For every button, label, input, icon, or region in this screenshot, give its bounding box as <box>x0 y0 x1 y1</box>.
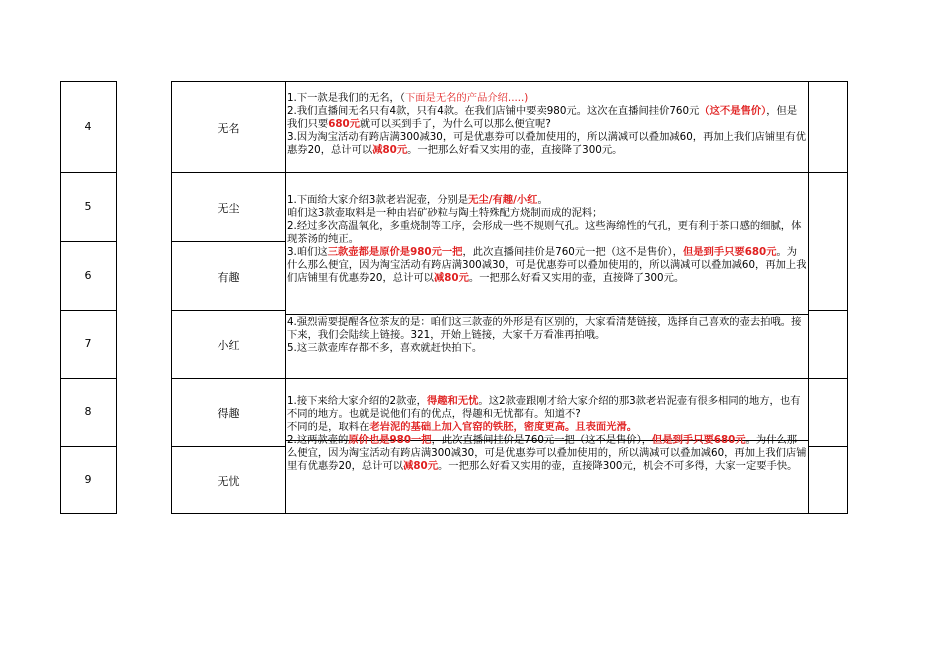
script-line: 咱们这3款壶取料是一种由岩矿砂粒与陶土特殊配方烧制而成的泥料； <box>287 207 603 219</box>
text: ，但是我们只要 <box>287 105 798 130</box>
text: 。一把那么好看又实用的壶，直接降300元，机会不可多得，大家一定要手快。 <box>438 460 798 472</box>
row-divider <box>60 378 117 379</box>
script-line: 5.这三款壶库存都不多，喜欢就赶快拍下。 <box>287 342 483 354</box>
column-divider <box>808 81 809 514</box>
text: 3.因为淘宝活动有跨店满300减30，可是优惠券可以叠加使用的，所以满减可以叠加减60，再加上我们店铺里有优惠券20，总计可以 <box>287 131 807 156</box>
text: 。一把那么好看又实用的壶，直接降了300元。 <box>468 272 685 284</box>
highlight-text: 680元 <box>328 118 360 130</box>
script-line <box>287 421 807 434</box>
product-name: 得趣 <box>217 407 240 420</box>
number-column <box>60 81 117 514</box>
script-line <box>287 395 807 421</box>
row-number: 6 <box>84 269 92 282</box>
highlight-text: 减80元 <box>433 272 469 284</box>
row-number: 8 <box>84 405 92 418</box>
row-divider <box>171 241 285 242</box>
product-name: 小红 <box>217 339 240 352</box>
row-divider <box>171 310 285 311</box>
highlight-text: 减80元 <box>372 144 408 156</box>
script-line: 4.强烈需要提醒各位茶友的是：咱们这三款壶的外形是有区别的，大家看清楚链接，选择自己喜欢的壶去拍哦。接下来，我们会陆续上链接。321，开始上链接，大家千万看准再拍哦。 <box>287 316 802 341</box>
row-divider <box>285 172 848 173</box>
row-divider <box>171 172 285 173</box>
row-divider <box>60 310 117 311</box>
highlight-text: 三款壶都是原价是980元一把 <box>327 246 463 258</box>
text: 2.我们直播间无名只有4款，只有4款。在我们店铺中要卖980元。这次在直播间挂价760元 <box>287 105 700 117</box>
script-block-reminder <box>287 316 807 355</box>
row-number: 4 <box>84 120 92 133</box>
row-divider <box>171 378 285 379</box>
row-divider <box>808 310 848 311</box>
row-divider <box>60 172 117 173</box>
script-block-dequ-wuyou <box>287 395 807 473</box>
script-line <box>287 92 807 105</box>
product-name: 有趣 <box>217 271 240 284</box>
text: 就可以买到手了，为什么可以那么便宜呢? <box>359 118 551 130</box>
highlight-text: 下面是无名的产品介绍.....) <box>404 92 529 104</box>
text: 3.咱们这 <box>287 246 328 258</box>
text: 不同的是，取料在 <box>287 421 370 433</box>
script-line <box>287 131 807 157</box>
text: ，此次直播间挂价是760元一把（这不是售价）， <box>431 434 653 446</box>
text: 2.这两款壶的 <box>287 434 349 446</box>
script-line <box>287 194 807 207</box>
text: 。为什么那么便宜，因为淘宝活动有跨店满300减30，可是优惠券可以叠加使用的，所以满减可以叠加减60，再加上我们店铺里有优惠券20，总计可以 <box>287 434 807 472</box>
highlight-text: 无尘/有趣/小红 <box>468 194 538 206</box>
row-number: 7 <box>84 337 92 350</box>
highlight-text: 老岩泥的基础上加入官窑的铁胚，密度更高。且表面光滑。 <box>369 421 638 433</box>
highlight-text: 原价也是980一把 <box>348 434 432 446</box>
product-name: 无忧 <box>217 475 240 488</box>
text: 。一把那么好看又实用的壶，直接降了300元。 <box>407 144 623 156</box>
row-divider <box>285 378 848 379</box>
column-divider <box>285 81 286 514</box>
row-number: 9 <box>84 473 92 486</box>
highlight-text: 得趣和无忧 <box>426 395 479 407</box>
text: 1.下一款是我们的无名，（ <box>287 92 405 104</box>
product-name: 无名 <box>217 122 240 135</box>
highlight-text: 但是到手只要680元 <box>652 434 746 446</box>
row-divider <box>60 241 117 242</box>
highlight-text: 但是到手只要680元 <box>682 246 777 258</box>
row-divider <box>808 446 848 447</box>
row-number: 5 <box>84 200 92 213</box>
text: 1.下面给大家介绍3款老岩泥壶，分别是 <box>287 194 469 206</box>
script-line <box>287 434 807 473</box>
text: 。这2款壶跟刚才给大家介绍的那3款老岩泥壶有很多相同的地方，也有不同的地方。也就是说他们有的优点，得趣和无忧都有。知道不? <box>287 395 801 420</box>
text: ，此次直播间挂价是760元一把（这不是售价）， <box>462 246 683 258</box>
text: 。 <box>537 194 548 206</box>
script-block-wuming <box>287 92 807 157</box>
text: 。为什么那么便宜，因为淘宝活动有跨店满300减30，可是优惠券可以叠加使用的，所以满减可以叠加减60，再加上我们店铺里有优惠券20，总计可以 <box>287 246 807 284</box>
script-block-three-pots <box>287 194 807 285</box>
row-divider <box>171 446 285 447</box>
script-line: 2.经过多次高温氧化，多重烧制等工序，会形成一些不规则气孔。这些海绵性的气孔，更有利于茶口感的细腻，体现茶汤的纯正。 <box>287 220 802 245</box>
script-line <box>287 246 807 285</box>
text: 1.接下来给大家介绍的2款壶， <box>287 395 427 407</box>
highlight-text: 减80元 <box>403 460 439 472</box>
product-name: 无尘 <box>217 202 240 215</box>
row-divider <box>60 446 117 447</box>
script-line <box>287 105 807 131</box>
highlight-text: （这不是售价） <box>699 105 767 117</box>
row-divider <box>285 314 808 315</box>
